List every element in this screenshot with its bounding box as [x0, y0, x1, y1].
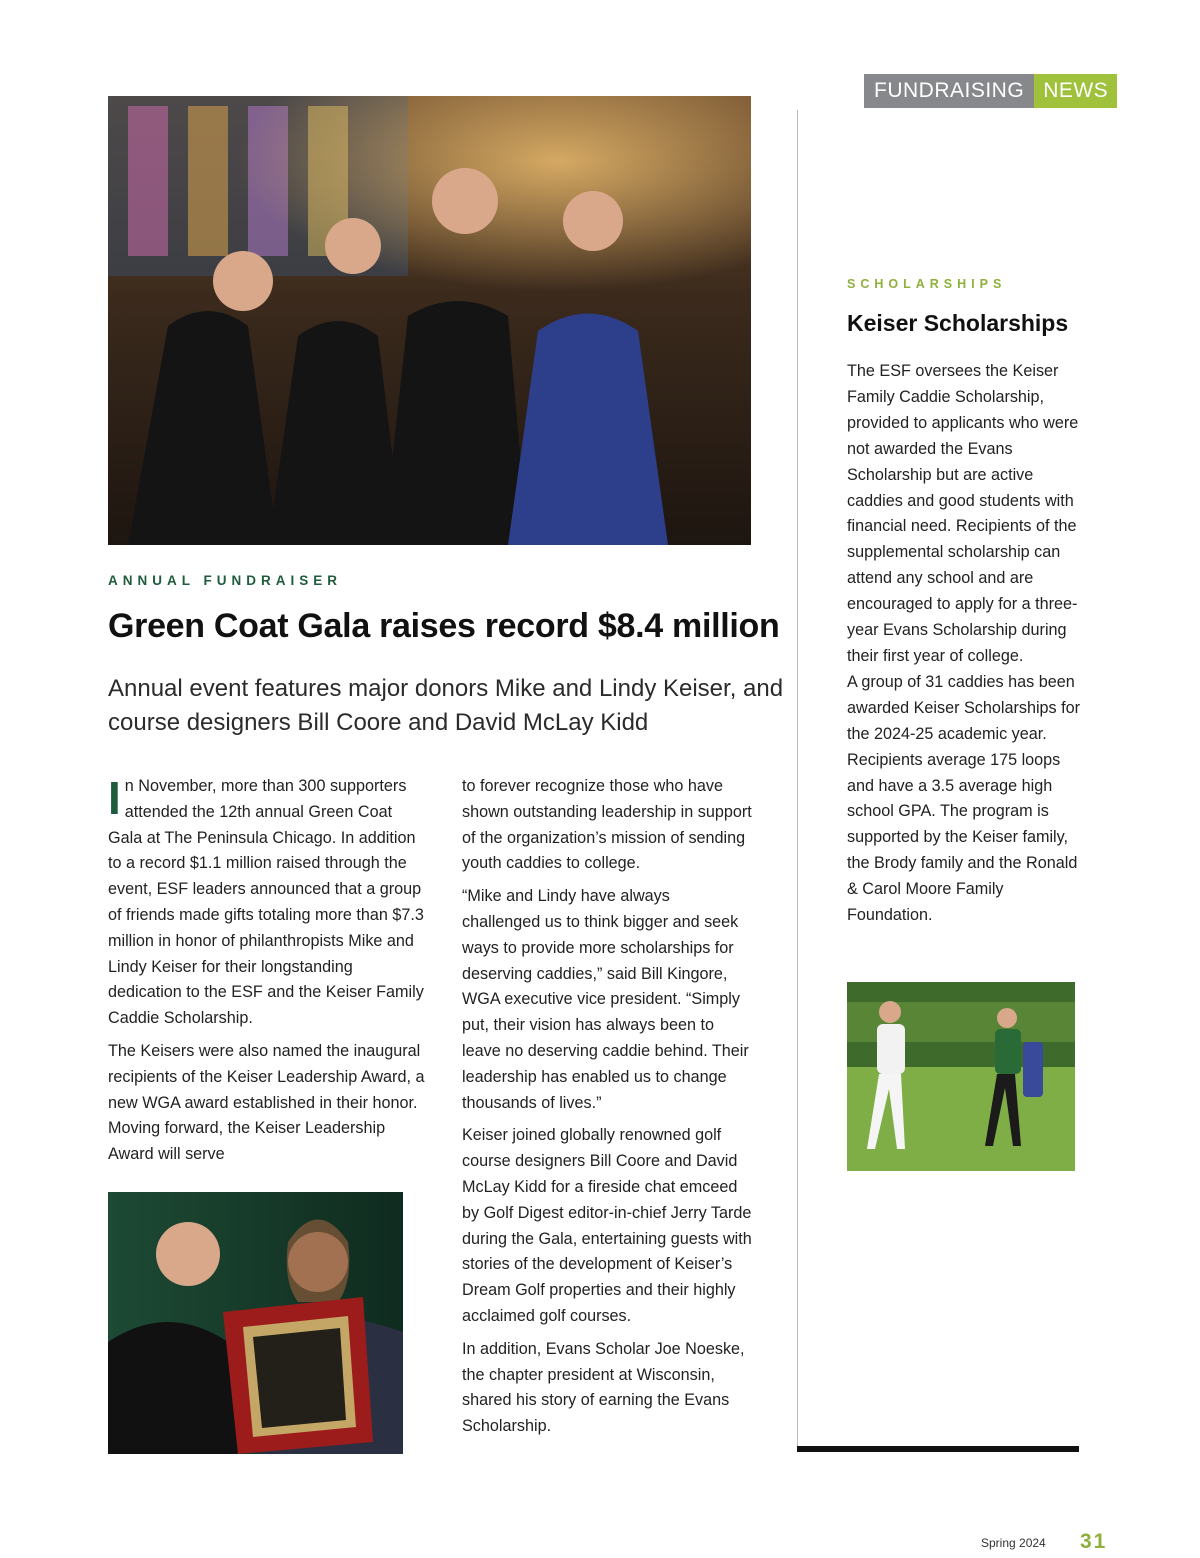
sidebar-body [847, 359, 1083, 929]
main-headline: Green Coat Gala raises record $8.4 million [108, 607, 780, 645]
article-paragraph: to forever recognize those who have shown outstanding leadership in support of the organization’s mission of sending youth caddies to college. [462, 777, 752, 873]
sidebar-title: Keiser Scholarships [847, 310, 1069, 336]
section-tag-fundraising: FUNDRAISING [864, 74, 1034, 108]
award-photo [108, 1192, 403, 1454]
article-column-1 [108, 774, 426, 1175]
golf-course-photo [847, 982, 1075, 1171]
article-paragraph: The Keisers were also named the inaugural recipients of the Keiser Leadership Award, a new WGA award established in their honor. Moving forward, the Keiser Leadership Award will serve [108, 1041, 425, 1164]
article-paragraph: In addition, Evans Scholar Joe Noeske, the chapter president at Wisconsin, shared his story of earning the Evans Scholarship. [462, 1339, 745, 1436]
page-number: 31 [1080, 1530, 1108, 1553]
article-paragraph: Keiser joined globally renowned golf course designers Bill Coore and David McLay Kidd for a fireside chat emceed by Golf Digest editor-in-chief Jerry Tarde during the Gala, entertaining guests with stories of the development of Keiser’s Dream Golf properties and their highly acclaimed golf courses. [462, 1126, 752, 1325]
drop-cap: I [108, 772, 121, 824]
hero-gala-photo [108, 96, 751, 545]
main-deck: Annual event features major donors Mike and Lindy Keiser, and course designers Bill Coore and David McLay Kidd [108, 675, 784, 736]
section-tag [864, 74, 1117, 108]
sidebar-paragraph: The ESF oversees the Keiser Family Caddie Scholarship, provided to applicants who were not awarded the Evans Scholarship but are active caddies and good students with financial need. Recipients of the supplemental scholarship can attend any school and are encouraged to apply for a three-year Evans Scholarship during their first year of college. [847, 362, 1079, 665]
sidebar-bottom-rule [797, 1446, 1079, 1452]
sidebar-kicker: SCHOLARSHIPS [847, 277, 1007, 291]
article-paragraph-text: n November, more than 300 supporters attended the 12th annual Green Coat Gala at The Peninsula Chicago. In addition to a record $1.1 million raised through the event, ESF leaders announced that a group of friends made gifts totaling more than $7.3 million in honor of philanthropists Mike and Lindy Keiser for their longstanding dedication to the ESF and the Keiser Family Caddie Scholarship. [108, 777, 424, 1028]
article-paragraph [108, 774, 426, 1032]
footer-season: Spring 2024 [981, 1536, 1046, 1550]
main-kicker: ANNUAL FUNDRAISER [108, 573, 343, 588]
article-column-2 [462, 774, 752, 1447]
sidebar-divider [797, 110, 798, 1450]
sidebar-paragraph: A group of 31 caddies has been awarded Keiser Scholarships for the 2024-25 academic year. Recipients average 175 loops and have a 3.5 average high school GPA. The program is supported by the Keiser family, the Brody family and the Ronald & Carol Moore Family Foundation. [847, 672, 1081, 925]
section-tag-news: NEWS [1034, 74, 1117, 108]
article-paragraph: “Mike and Lindy have always challenged us to think bigger and seek ways to provide more scholarships for deserving caddies,” said Bill Kingore, WGA executive vice president. “Simply put, their vision has always been to leave no deserving caddie behind. Their leadership has enabled us to change thousands of lives.” [462, 887, 749, 1112]
